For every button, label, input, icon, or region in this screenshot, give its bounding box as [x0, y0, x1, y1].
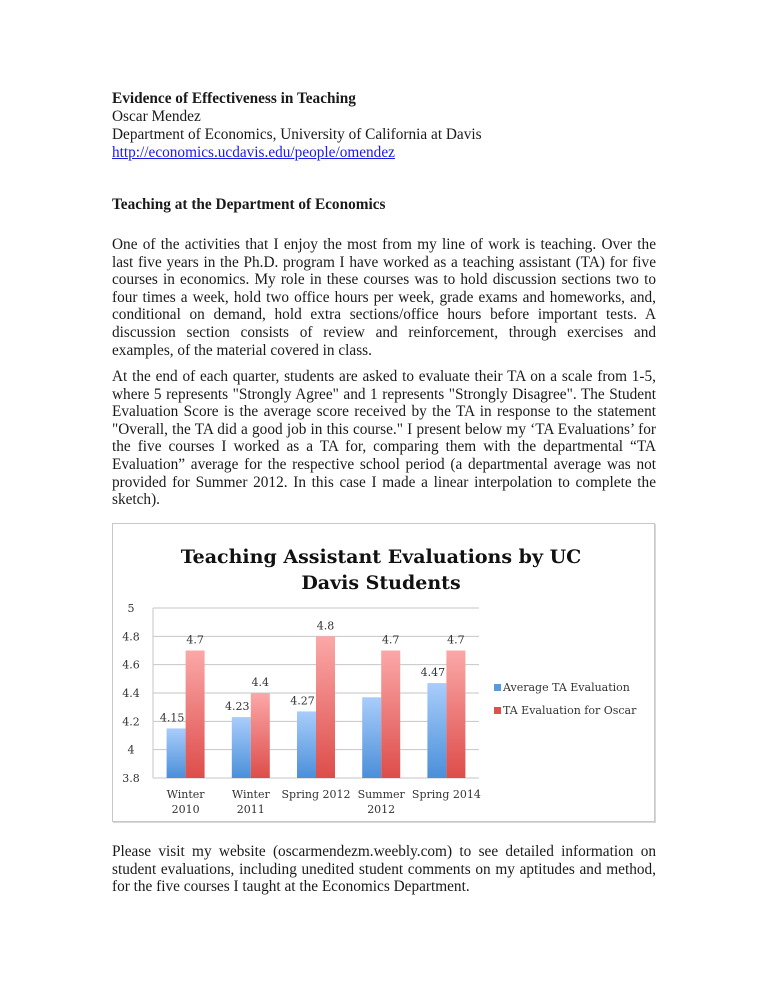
y-tick-label: 4.6: [122, 658, 140, 672]
data-label: 4.15: [159, 711, 185, 725]
data-labels: [160, 619, 465, 724]
chart-container: [112, 523, 655, 822]
document-header: [112, 90, 482, 162]
chart-bars: [167, 633, 466, 778]
legend-swatch: [494, 684, 501, 691]
x-category-label: Winter: [166, 788, 205, 801]
data-label: 4.7: [447, 633, 465, 647]
x-category-label: Summer: [357, 788, 405, 801]
profile-link[interactable]: http://economics.ucdavis.edu/people/omendez: [112, 144, 395, 161]
paragraph-website-reference: Please visit my website (oscarmendezm.weebly.com) to see detailed information on student evaluations, including unedited student comments on my aptitudes and method, for the five courses I taught at the Economics Department.: [112, 843, 656, 896]
chart-title-line: Davis Students: [301, 572, 461, 594]
data-label: 4.7: [381, 633, 400, 647]
x-category-label: Winter: [231, 788, 270, 801]
y-axis-ticks: [122, 602, 140, 785]
bar-average-ta-evaluation: [427, 683, 446, 778]
legend-label: TA Evaluation for Oscar: [503, 704, 637, 717]
bar-average-ta-evaluation: [362, 697, 381, 778]
bar-average-ta-evaluation: [167, 728, 186, 778]
y-tick-label: 4.4: [122, 687, 140, 700]
data-label: 4.4: [251, 676, 270, 689]
x-category-label: Spring 2012: [281, 788, 351, 801]
bar-ta-evaluation-oscar: [381, 651, 400, 779]
data-label: 4.8: [316, 619, 335, 633]
paragraph-evaluation-method: At the end of each quarter, students are asked to evaluate their TA on a scale from 1-5, where 5 represents "Strongly Agree" and 1 represents "Strongly Disagree". The Student Evaluation Score is the average score received by the TA in response to the statement "Overall, the TA did a good job in this course." I present below my ‘TA Evaluations’ for the five courses I worked as a TA for, comparing them with the departmental “TA Evaluation” average for the respective school period (a departmental average was not provided for Summer 2012. In this case I made a linear interpolation to complete the sketch).: [112, 368, 656, 509]
bar-ta-evaluation-oscar: [316, 636, 335, 778]
y-tick-label: 4.8: [122, 630, 140, 644]
y-tick-label: 4.2: [122, 715, 140, 729]
bar-ta-evaluation-oscar: [251, 693, 270, 778]
data-label: 4.47: [420, 666, 446, 680]
data-label: 4.23: [225, 700, 250, 714]
bar-chart: [113, 524, 656, 823]
bar-ta-evaluation-oscar: [446, 651, 465, 779]
x-category-label: 2011: [236, 803, 265, 816]
y-tick-label: 3.8: [122, 772, 140, 785]
legend-label: Average TA Evaluation: [503, 681, 630, 694]
author-name: Oscar Mendez: [112, 108, 201, 125]
chart-title: [181, 546, 582, 594]
section-heading: Teaching at the Department of Economics: [112, 196, 386, 213]
legend-swatch: [494, 707, 501, 714]
bar-ta-evaluation-oscar: [186, 651, 205, 779]
y-tick-label: 4: [127, 743, 135, 757]
x-category-label: 2012: [367, 803, 396, 816]
chart-title-line: Teaching Assistant Evaluations by UC: [180, 546, 582, 568]
affiliation: Department of Economics, University of California at Davis: [112, 126, 482, 143]
x-category-label: 2010: [171, 803, 200, 816]
paragraph-teaching-role: One of the activities that I enjoy the most from my line of work is teaching. Over the last five years in the Ph.D. program I have worked as a teaching assistant (TA) for five courses in economics. My role in these courses was to hold discussion sections two to four times a week, hold two office hours per week, grade exams and homeworks, and, conditional on demand, hold extra sections/office hours before important tests. A discussion section consists of review and reinforcement, through exercises and examples, of the material covered in class.: [112, 236, 656, 359]
bar-average-ta-evaluation: [297, 711, 316, 778]
bar-average-ta-evaluation: [232, 717, 251, 778]
chart-legend: [494, 681, 637, 717]
document-title: Evidence of Effectiveness in Teaching: [112, 90, 356, 107]
x-axis-categories: [167, 788, 481, 816]
data-label: 4.7: [186, 633, 204, 647]
x-category-label: Spring 2014: [411, 788, 481, 801]
data-label: 4.27: [290, 694, 315, 708]
y-tick-label: 5: [127, 602, 135, 615]
